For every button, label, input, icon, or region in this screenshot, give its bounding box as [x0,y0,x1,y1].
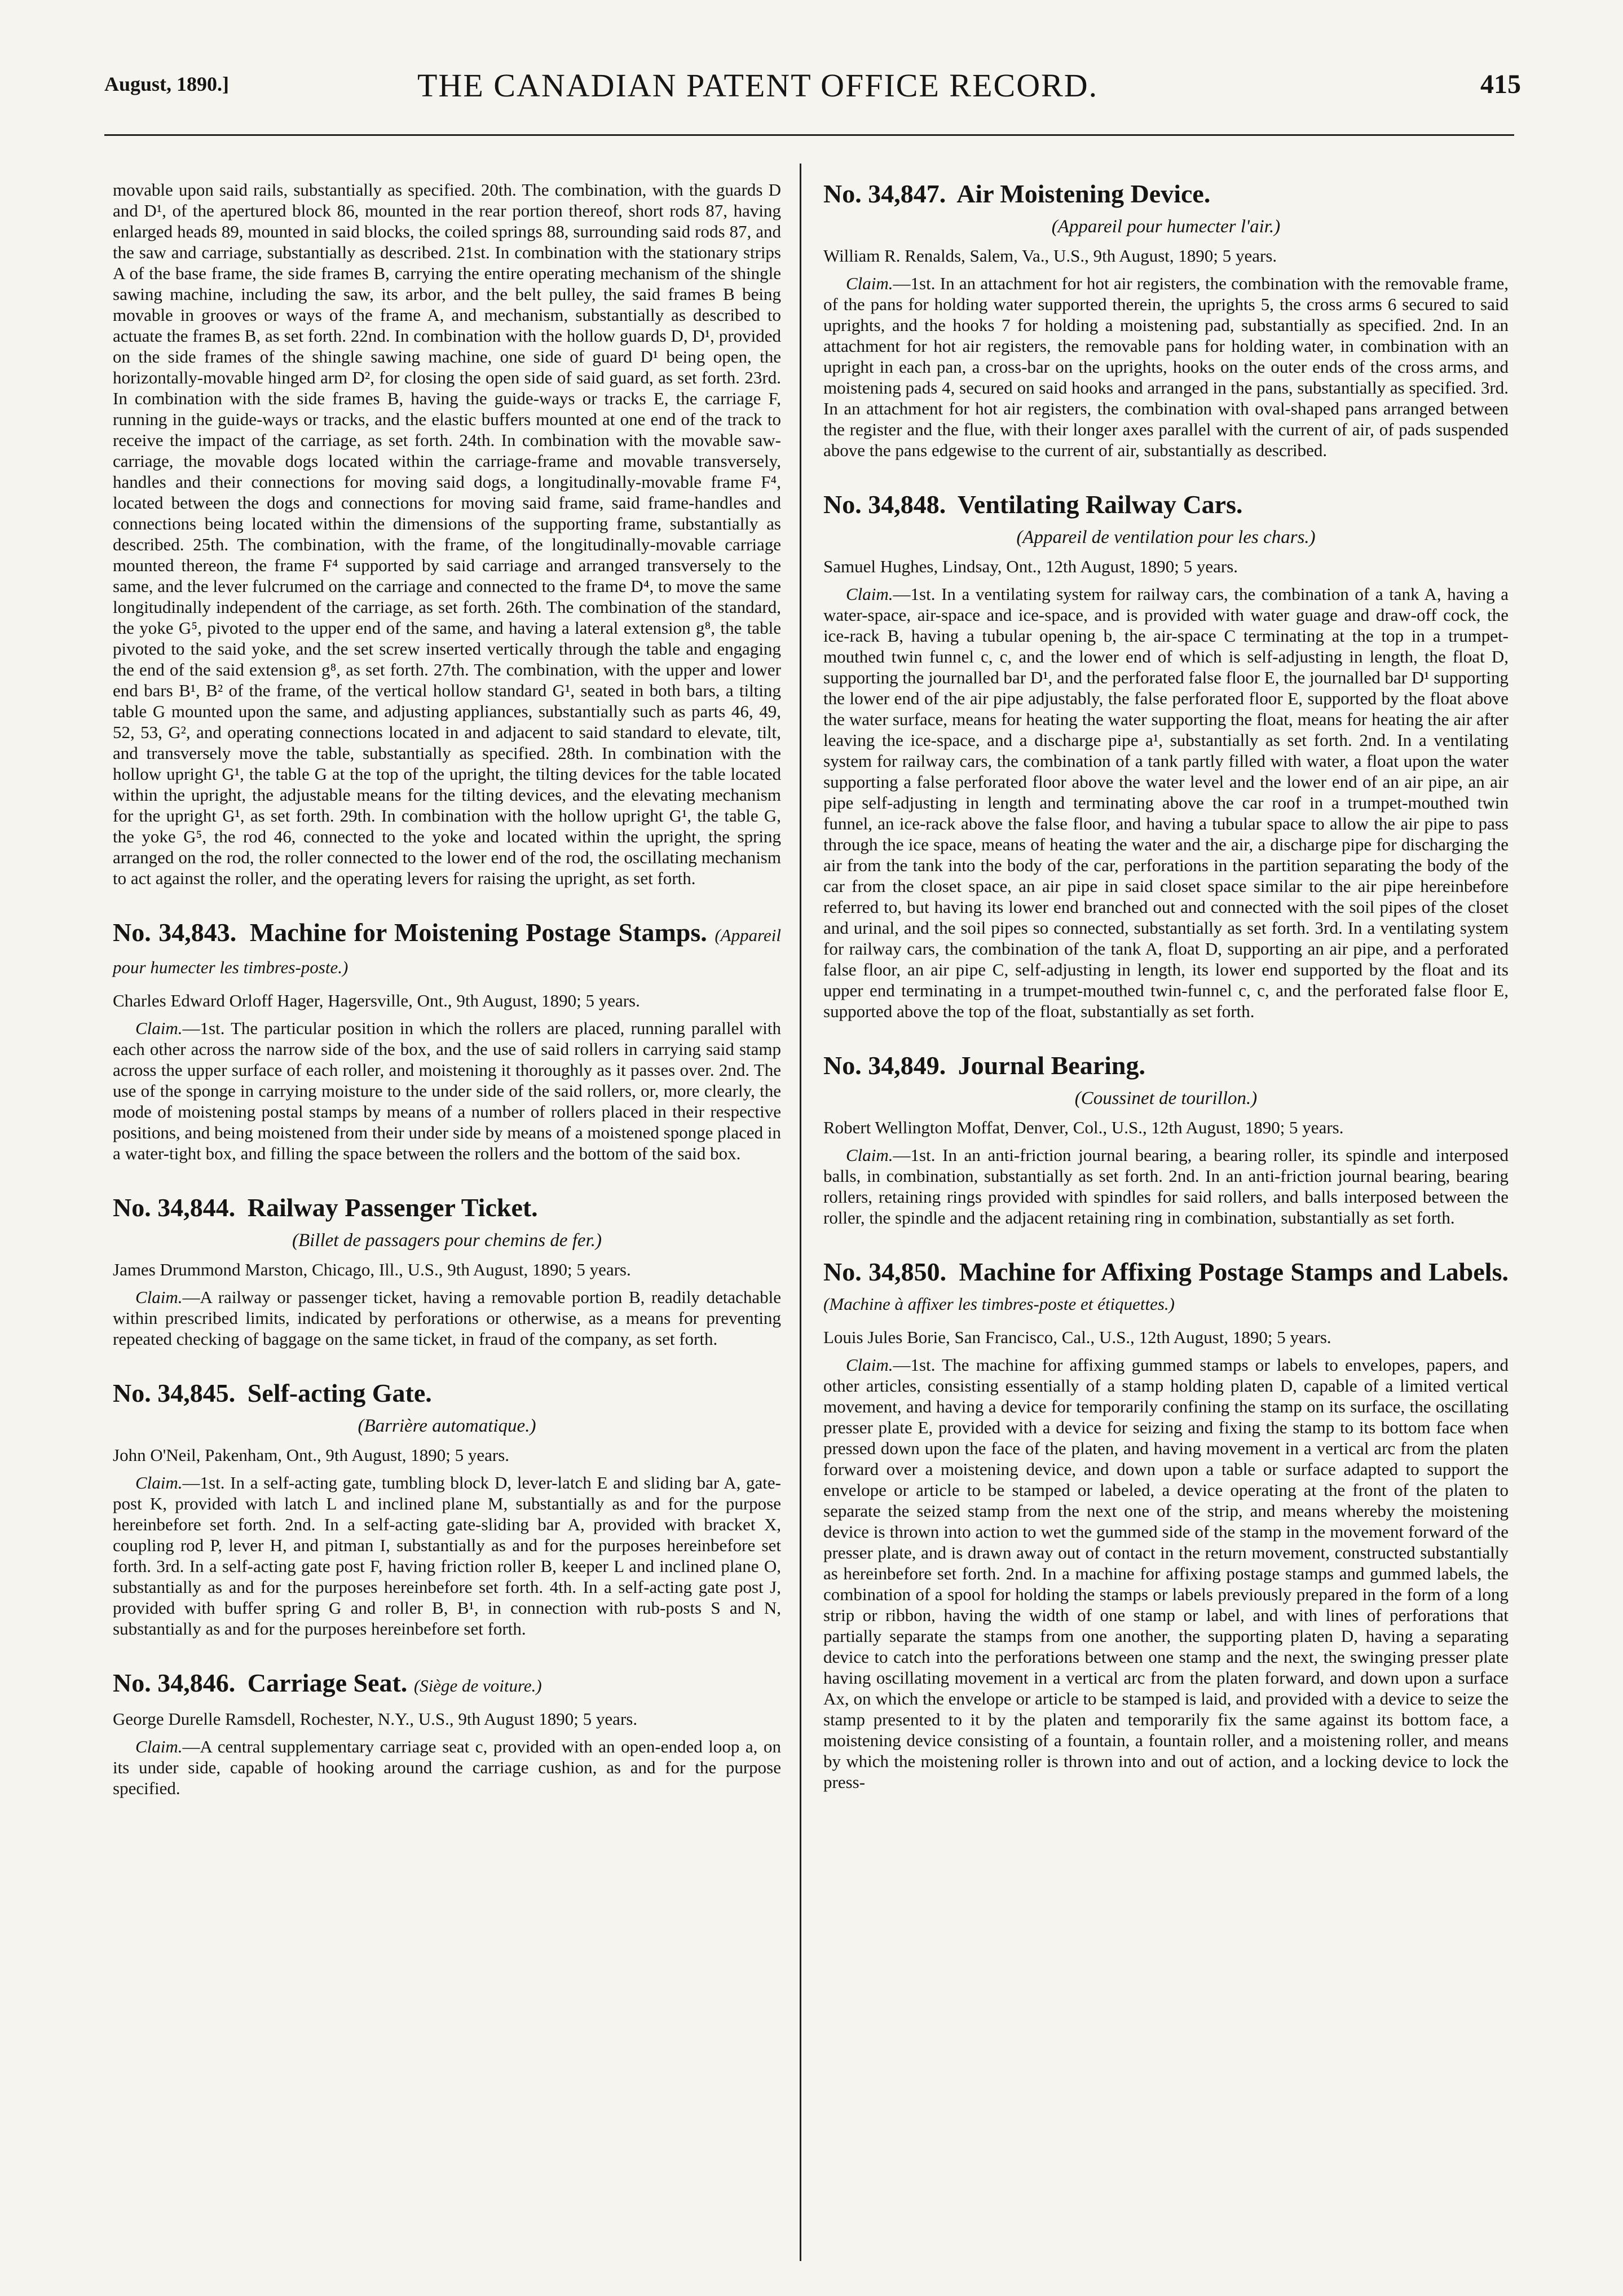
patent-entry [113,1193,781,1349]
patent-title: Ventilating Railway Cars. [957,490,1243,519]
entry-heading [823,490,1509,519]
patent-title: Air Moistening Device. [956,179,1211,208]
patent-entry [113,1379,781,1639]
claim-label: Claim. [135,1737,183,1756]
entry-heading [113,1193,781,1222]
claim-text [823,273,1509,461]
patent-number: No. 34,848. [823,490,946,519]
left-column [113,179,781,1828]
french-translation: (Billet de passagers pour chemins de fer.) [292,1230,602,1251]
header-rule [104,134,1514,136]
claim-body: —1st. The particular position in which the rollers are placed, running parallel with each other across the narrow side of the box, and the use of said rollers in carrying said stamp across the upper surface of each roller, and moistening it thoroughly as it passes over. 2nd. The use of the sponge in carrying moisture to the under side of the said rollers, or, more clearly, the mode of moistening postal stamps by means of a number of rollers placed in their respective positions, and being moistened from their under side by means of a moistened sponge placed in a water-tight box, and filling the space between the rollers and the bottom of the said box. [113,1018,781,1163]
claim-label: Claim. [135,1473,183,1493]
right-column [823,179,1509,1822]
claim-body: —A central supplementary carriage seat c, provided with an open-ended loop a, on its under side, capable of hooking around the carriage cushion, as and for the purpose specified. [113,1737,781,1798]
patent-number: No. 34,850. [823,1257,947,1286]
inventor-line: William R. Renalds, Salem, Va., U.S., 9th August, 1890; 5 years. [823,246,1277,266]
patent-number: No. 34,843. [113,918,237,947]
patent-number: No. 34,845. [113,1379,236,1407]
entry-heading [823,1257,1509,1319]
entry-heading [113,1379,781,1408]
claim-label: Claim. [846,273,893,293]
french-translation: (Appareil de ventilation pour les chars.) [1016,527,1316,547]
patent-number: No. 34,847. [823,179,946,208]
page-number: 415 [1480,69,1521,99]
patent-title: Machine for Affixing Postage Stamps and Labels. [959,1257,1509,1286]
patent-title: Railway Passenger Ticket. [247,1193,538,1222]
patent-entry [113,918,781,1164]
patent-number: No. 34,844. [113,1193,236,1222]
claim-label: Claim. [846,584,893,604]
patent-title: Machine for Moistening Postage Stamps. [249,918,707,947]
french-title: (Machine à affixer les timbres-poste et étiquettes.) [823,1294,1175,1314]
claim-body: —A railway or passenger ticket, having a removable portion B, readily detachable within prescribed limits, indicated by perforations or otherwise, as a means for preventing repeated checking of baggage on the same ticket, in fraud of the company, as set forth. [113,1287,781,1349]
entry-heading [823,1051,1509,1080]
claim-label: Claim. [135,1018,183,1038]
french-title: (Siège de voiture.) [413,1676,542,1695]
patent-entry [823,1257,1509,1792]
inventor-line: John O'Neil, Pakenham, Ont., 9th August, 1890; 5 years. [113,1445,510,1465]
claim-body: —1st. In an attachment for hot air registers, the combination with the removable frame, of the pans for holding water supported therein, the uprights 5, the cross arms 6 secured to said uprights, and the hooks 7 for holding a moistening pad, substantially as specified. 2nd. In an attachment for hot air registers, the removable pans for holding water, in combination with an upright in each pan, a cross-bar on the uprights, hooks on the outer ends of the cross arms, and moistening pads 4, secured on said hooks and arranged in the pans, substantially as specified. 3rd. In an attachment for hot air registers, the combination with oval-shaped pans arranged between the register and the flue, with their longer axes parallel with the current of air, of pads suspended above the pans edgewise to the current of air, substantially as described. [823,273,1509,460]
claim-body: —1st. The machine for affixing gummed stamps or labels to envelopes, papers, and other articles, consisting essentially of a stamp holding platen D, capable of a limited vertical movement, and having a device for temporarily confining the stamp on its surface, the oscillating presser plate E, provided with a device for seizing and fixing the stamp to its bottom face when pressed down upon the face of the platen, and having movement in a vertical arc from the platen forward over a moistening device, and down upon a table or surface adapted to support the envelope or article to be stamped or labeled, a device operating at the front of the platen to separate the seized stamp from the next one of the strip, and means whereby the moistening device is thrown into action to wet the gummed side of the stamp in the movement forward of the presser plate, and is drawn away out of contact in the return movement, constructed substantially as hereinbefore set forth. 2nd. In a machine for affixing postage stamps and gummed labels, the combination of a spool for holding the stamps or labels previously prepared in the form of a long strip or ribbon, having the width of one stamp or label, and with lines of perforations that partially separate the stamps from one another, the supporting platen D, having a separating device to catch into the perforations between one stamp and the next, the swinging presser plate having oscillating movement in a vertical arc from the platen forward, and down upon a surface Ax, on which the envelope or article to be stamped is laid, and provided with a device to seize the stamp presented to it by the platen and temporarily fix the same against its bottom face, a moistening device consisting of a fountain, a fountain roller, and a moistening roller, and means by which the moistening roller is thrown into and out of action, and a locking device to lock the press- [823,1355,1509,1792]
entry-heading [113,918,781,982]
patent-number: No. 34,849. [823,1051,946,1080]
claim-text [113,1472,781,1639]
issue-date: August, 1890.] [104,73,230,95]
claim-label: Claim. [846,1355,893,1375]
patent-title: Carriage Seat. [247,1668,408,1697]
claim-text [113,1287,781,1349]
patent-entry [823,1051,1509,1228]
patent-title: Self-acting Gate. [247,1379,432,1407]
claim-text [823,584,1509,1022]
inventor-line: Louis Jules Borie, San Francisco, Cal., U.S., 12th August, 1890; 5 years. [823,1327,1331,1347]
entry-heading [823,179,1509,209]
patent-number: No. 34,846. [113,1668,236,1697]
french-translation: (Appareil pour humecter l'air.) [1051,217,1281,237]
patent-entry [823,490,1509,1022]
publication-title: THE CANADIAN PATENT OFFICE RECORD. [417,67,1099,104]
patent-entry [113,1668,781,1799]
inventor-line: George Durelle Ramsdell, Rochester, N.Y., U.S., 9th August 1890; 5 years. [113,1709,638,1729]
claim-text [823,1354,1509,1792]
french-title: (Appareil pour humecter les timbres-poste.) [113,925,782,977]
patent-entry [823,179,1509,461]
french-translation: (Coussinet de tourillon.) [1074,1088,1258,1109]
claim-body: —1st. In an anti-friction journal bearing, a bearing roller, its spindle and interposed balls, in combination, substantially as set forth. 2nd. In an anti-friction journal bearing, bearing rollers, retaining rings provided with spindles for said rollers, and balls interposed between the roller, the spindle and the adjacent retaining ring in combination, substantially as set forth. [823,1145,1509,1228]
claim-label: Claim. [846,1145,893,1165]
claim-text [113,1736,781,1799]
inventor-line: James Drummond Marston, Chicago, Ill., U.S., 9th August, 1890; 5 years. [113,1260,631,1279]
french-translation: (Barrière automatique.) [358,1416,536,1436]
column-divider [800,164,801,2261]
patent-title: Journal Bearing. [958,1051,1145,1080]
entry-heading [113,1668,781,1701]
inventor-line: Robert Wellington Moffat, Denver, Col., U.S., 12th August, 1890; 5 years. [823,1118,1344,1137]
claim-text [823,1145,1509,1228]
inventor-line: Samuel Hughes, Lindsay, Ont., 12th August, 1890; 5 years. [823,557,1238,576]
claim-label: Claim. [135,1287,183,1307]
continuation-text: movable upon said rails, substantially as specified. 20th. The combination, with the guards D and D¹, of the apertured block 86, mounted in the rear portion thereof, short rods 87, having enlarged heads 89, mounted in said blocks, the coiled springs 88, surrounding said rods 87, and the saw and carriage, substantially as described. 21st. In combination with the stationary strips A of the base frame, the side frames B, carrying the entire operating mechanism of the shingle sawing machine, including the saw, its arbor, and the belt pulley, the said frames B being movable in grooves or ways of the frame A, and mechanism, substantially as described to actuate the frames B, as set forth. 22nd. In combination with the hollow guards D, D¹, provided on the side frames of the shingle sawing machine, one side of guard D¹ being open, the horizontally-movable hinged arm D², for closing the open side of said guard, as set forth. 23rd. In combination with the side frames B, having the guide-ways or tracks E, the carriage F, running in the guide-ways or tracks, and the elastic buffers mounted at one end of the track to receive the impact of the carriage, as set forth. 24th. In combination with the movable saw-carriage, the movable dogs located within the carriage-frame and movable transversely, handles and their connections for moving said dogs, a longitudinally-movable frame F⁴, located between the dogs and connections for moving said frame, said frame-handles and connections being located within the dimensions of the supporting frame, substantially as described. 25th. The combination, with the frame, of the longitudinally-movable carriage mounted thereon, the frame F⁴ supported by said carriage and arranged transversely to the same, and the lever fulcrumed on the carriage and connected to the frame D⁴, to move the same longitudinally independent of the carriage, as set forth. 26th. The combination of the standard, the yoke G⁵, pivoted to the upper end of the same, and having a lateral extension g⁸, the table pivoted to the said yoke, and the set screw inserted vertically through the table and engaging the end of the said extension g⁸, as set forth. 27th. The combination, with the upper and lower end bars B¹, B² of the frame, of the vertical hollow standard G¹, seated in both bars, a tilting table G mounted upon the same, and adjusting appliances, substantially such as parts 46, 49, 52, 53, G², and operating connections located in and adjacent to said standard to elevate, tilt, and transversely move the table, substantially as specified. 28th. In combination with the hollow upright G¹, the table G at the top of the upright, the tilting devices for the table located within the upright, the adjustable means for the tilting devices, and the elevating mechanism for the upright G¹, as set forth. 29th. In combination with the hollow upright G¹, the table G, the yoke G⁵, the rod 46, connected to the yoke and located within the upright, the spring arranged on the rod, the roller connected to the lower end of the rod, the oscillating mechanism to act against the roller, and the operating levers for raising the upright, as set forth. [113,180,781,888]
claim-body: —1st. In a ventilating system for railway cars, the combination of a tank A, having a water-space, air-space and ice-space, and is provided with water guage and draw-off cock, the ice-rack B, having a tubular opening b, the air-space C terminating at the top in a trumpet-mouthed twin funnel c, c, and the lower end of which is self-adjusting in length, the float D, supporting the journalled bar D¹, and the perforated false floor E, the journalled bar D¹ supporting the lower end of the air pipe adjustably, the false perforated floor E, supported by the float above the water surface, means for heating the water supporting the float, means for heating the air after leaving the ice-space, and a discharge pipe a¹, substantially as set forth. 2nd. In a ventilating system for railway cars, the combination of a tank partly filled with water, a float upon the water supporting a false perforated floor above the water level and the lower end of an air pipe, an air pipe self-adjusting in length and terminating above the car roof in a trumpet-mouthed twin funnel, an ice-rack above the false floor, and having a tubular space to allow the air pipe to pass through the ice space, means of heating the water and the air, a discharge pipe for discharging the air from the tank into the body of the car, perforations in the partition separating the body of the car from the closet space, an air pipe in said closet space similar to the air pipe hereinbefore referred to, but having its lower end branched out and connected with the soil pipes of the closet and urinal, and the soil pipes so connected, substantially as set forth. 3rd. In a ventilating system for railway cars, the combination of the tank A, float D, supporting an air pipe, and a perforated false floor, an air pipe C, self-adjusting in length, its lower end supported by the float and its upper end terminating in a trumpet-mouthed twin-funnel c, c, and the perforated false floor E, supported above the top of the float, substantially as set forth. [823,584,1509,1021]
claim-text [113,1018,781,1164]
inventor-line: Charles Edward Orloff Hager, Hagersville, Ont., 9th August, 1890; 5 years. [113,991,640,1010]
claim-body: —1st. In a self-acting gate, tumbling block D, lever-latch E and sliding bar A, gate-post K, provided with latch L and inclined plane M, substantially as and for the purpose hereinbefore set forth. 2nd. In a self-acting gate-sliding bar A, provided with bracket X, coupling rod P, lever H, and pitman I, substantially as and for the purposes hereinbefore set forth. 3rd. In a self-acting gate post F, having friction roller B, keeper L and inclined plane O, substantially as and for the purposes hereinbefore set forth. 4th. In a self-acting gate post J, provided with buffer spring G and roller B, B¹, in connection with rub-posts S and N, substantially as and for the purposes hereinbefore set forth. [113,1473,781,1639]
